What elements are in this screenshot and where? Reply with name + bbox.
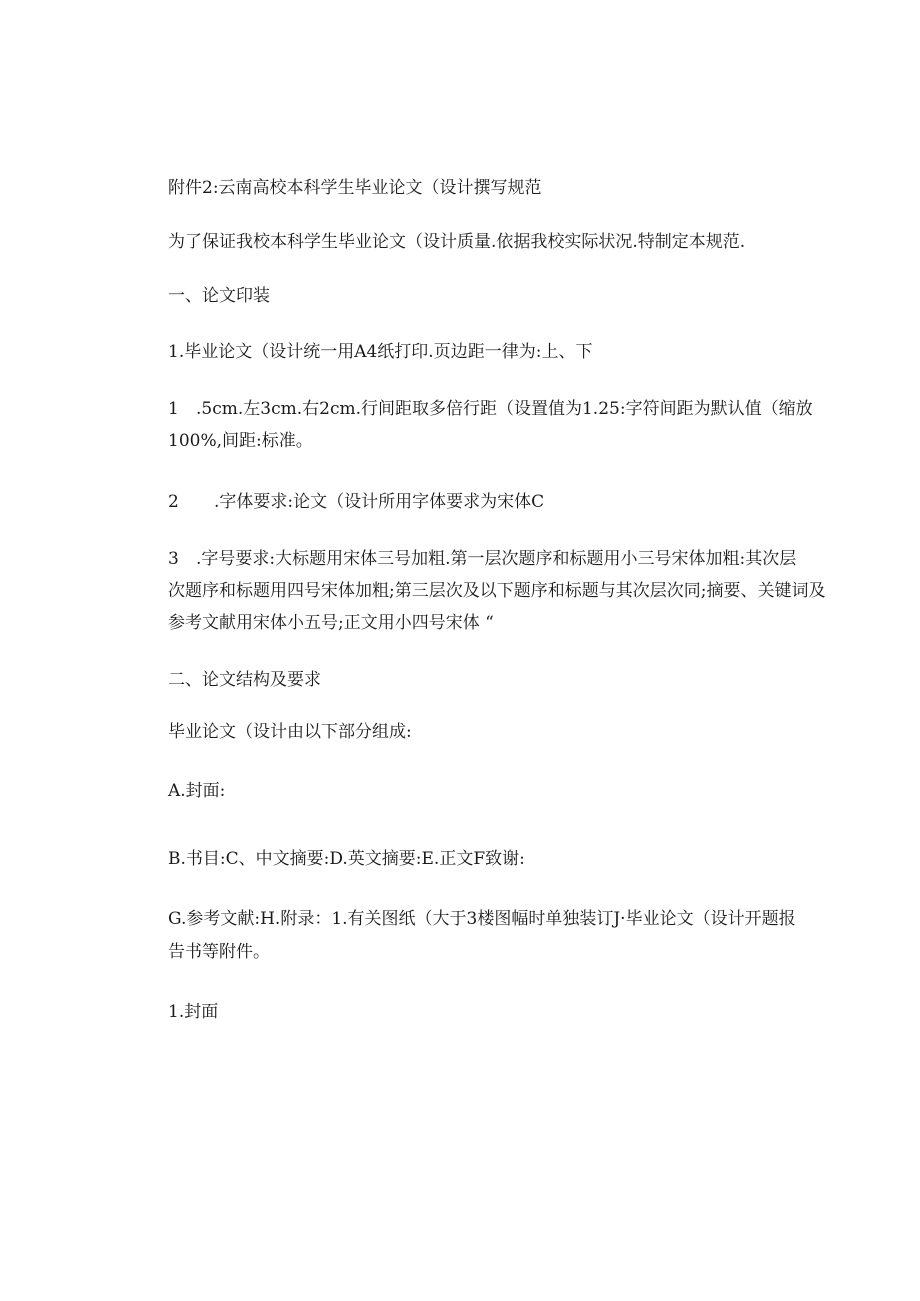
- part-a: A.封面:: [168, 781, 226, 801]
- item-3-number: 3: [168, 549, 179, 569]
- item-1-cont-number: 1: [168, 399, 179, 419]
- item-2: [168, 486, 798, 518]
- cover-heading: 1.封面: [168, 1002, 219, 1022]
- section-heading-printing: 一、论文印装: [168, 286, 270, 306]
- item-1-line-1: 1.毕业论文（设计统一用A4纸打印.页边距一律为:上、下: [168, 342, 593, 362]
- section-heading-structure: 二、论文结构及要求: [168, 670, 321, 690]
- structure-intro: 毕业论文（设计由以下部分组成:: [168, 722, 412, 742]
- item-1-cont-text: .5cm.左3cm.右2cm.行间距取多倍行距（设置值为1.25:字符间距为默认值（缩放: [196, 399, 813, 419]
- part-g-line-2: 告书等附件。: [168, 942, 270, 962]
- intro-paragraph: 为了保证我校本科学生毕业论文（设计质量.依据我校实际状况.特制定本规范.: [168, 232, 746, 252]
- item-2-text: .字体要求:论文（设计所用字体要求为宋体C: [214, 492, 545, 512]
- item-3-line-2: 次题序和标题用四号宋体加粗;第三层次及以下题序和标题与其次层次同;摘要、关键词及: [168, 581, 826, 601]
- item-3-line-1: [168, 543, 798, 575]
- part-g-line-1: G.参考文献:H.附录：1.有关图纸（大于3楼图幅时单独装订J·毕业论文（设计开题报: [168, 909, 796, 929]
- item-2-number: 2: [168, 492, 179, 512]
- item-3-line-3: 参考文献用宋体小五号;正文用小四号宋体 “: [168, 613, 494, 633]
- part-b: B.书目:C、中文摘要:D.英文摘要:E.正文F致谢:: [168, 849, 525, 869]
- item-1-line-3: 100%,间距:标准。: [168, 431, 313, 451]
- item-3-text: .字号要求:大标题用宋体三号加粗.第一层次题序和标题用小三号宋体加粗:其次层: [196, 549, 797, 569]
- document-title: 附件2:云南高校本科学生毕业论文（设计撰写规范: [168, 178, 542, 198]
- item-1-line-2: [168, 393, 813, 425]
